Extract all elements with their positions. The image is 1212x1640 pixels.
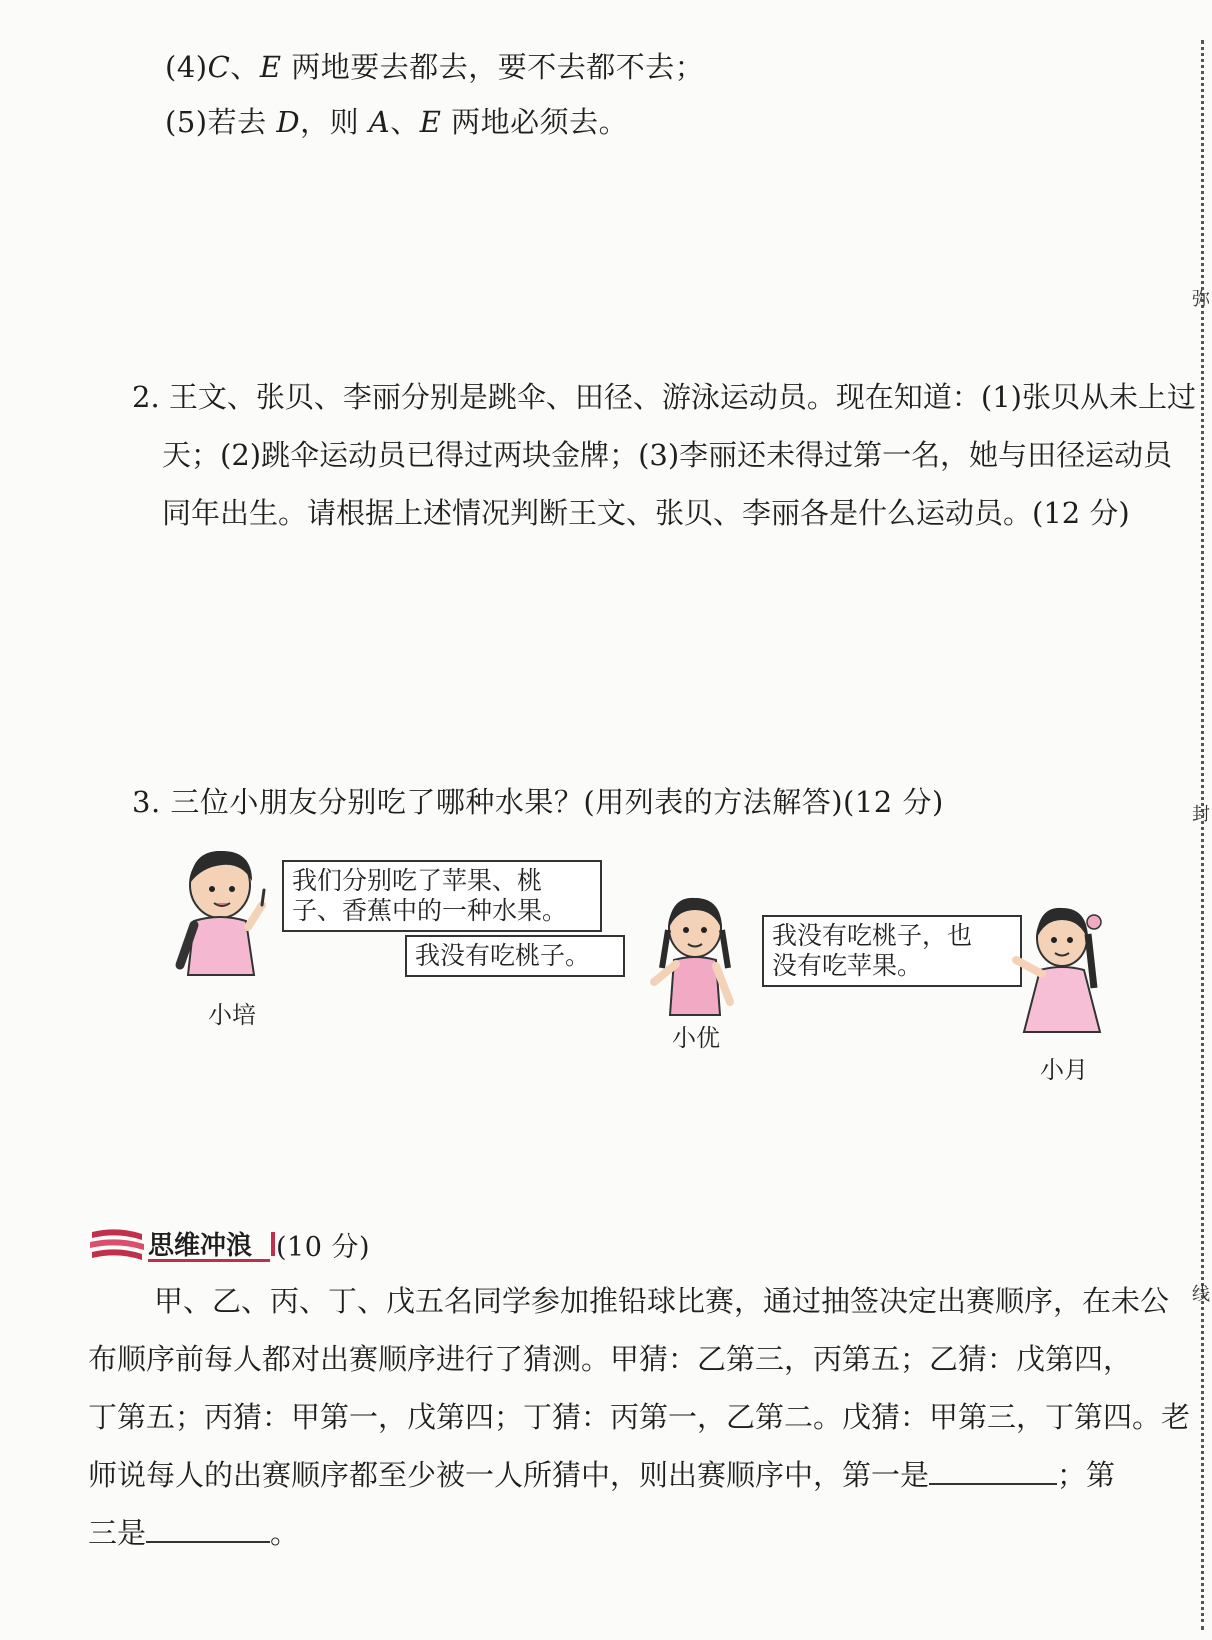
bubble-xiaoyue-line-2: 没有吃苹果。 bbox=[772, 951, 923, 980]
condition-4 bbox=[165, 45, 704, 86]
condition-5-text: 两地必须去。 bbox=[441, 105, 629, 139]
condition-4-prefix: (4) bbox=[165, 50, 208, 84]
margin-char-mi: 弥 bbox=[1192, 289, 1210, 310]
bubble-xiaopei-line-1: 我们分别吃了苹果、桃 bbox=[292, 866, 543, 895]
speech-bubble-xiaoyou: 我没有吃桃子。 bbox=[405, 935, 625, 977]
thinking-line-4-tail: ；第 bbox=[1057, 1458, 1116, 1492]
condition-5-sep: 、 bbox=[390, 105, 420, 139]
thinking-line-2: 布顺序前每人都对出赛顺序进行了猜测。甲猜：乙第三，丙第五；乙猜：戊第四， bbox=[88, 1342, 1133, 1376]
margin-char-feng: 封 bbox=[1192, 804, 1210, 825]
name-xiaoyou: 小优 bbox=[672, 1024, 720, 1052]
books-icon bbox=[88, 1226, 148, 1262]
section-score: (10 分) bbox=[276, 1232, 371, 1263]
condition-5-var-d: D bbox=[276, 105, 301, 139]
speech-bubble-xiaopei bbox=[282, 860, 602, 932]
section-title-divider bbox=[271, 1232, 275, 1256]
condition-5 bbox=[165, 100, 628, 141]
girl-xiaoyue-illustration bbox=[1010, 900, 1120, 1040]
question-2-line-2: 天；(2)跳伞运动员已得过两块金牌；(3)李丽还未得过第一名，她与田径运动员 bbox=[162, 438, 1173, 472]
condition-4-text: 两地要去都去，要不去都不去； bbox=[281, 50, 705, 84]
thinking-line-5-tail: 。 bbox=[270, 1516, 300, 1550]
bubble-xiaopei-line-2: 子、香蕉中的一种水果。 bbox=[292, 896, 568, 925]
answer-blank-first[interactable] bbox=[929, 1461, 1057, 1485]
condition-4-sep: 、 bbox=[230, 50, 260, 84]
question-3-title: 3. 三位小朋友分别吃了哪种水果？(用列表的方法解答)(12 分) bbox=[132, 785, 944, 819]
girl-xiaoyou-illustration bbox=[640, 890, 750, 1020]
section-title-underline bbox=[148, 1259, 270, 1262]
condition-4-var-c: C bbox=[207, 50, 231, 84]
thinking-line-4 bbox=[88, 1446, 1190, 1504]
answer-blank-third[interactable] bbox=[146, 1519, 270, 1543]
thinking-line-3: 丁第五；丙猜：甲第一，戊第四；丁猜：丙第一，乙第二。戊猜：甲第三，丁第四。老 bbox=[88, 1400, 1191, 1434]
question-2-line-1: 2. 王文、张贝、李丽分别是跳伞、田径、游泳运动员。现在知道：(1)张贝从未上过 bbox=[132, 380, 1196, 414]
bubble-xiaoyue-line-1: 我没有吃桃子，也 bbox=[772, 921, 973, 950]
thinking-problem bbox=[88, 1272, 1190, 1562]
margin-char-xian: 线 bbox=[1192, 1284, 1210, 1305]
condition-5-mid: ，则 bbox=[300, 105, 369, 139]
question-2 bbox=[132, 368, 1196, 542]
boy-illustration bbox=[170, 845, 285, 985]
question-2-line-3: 同年出生。请根据上述情况判断王文、张贝、李丽各是什么运动员。(12 分) bbox=[162, 496, 1130, 530]
thinking-line-1: 甲、乙、丙、丁、戊五名同学参加推铅球比赛，通过抽签决定出赛顺序，在未公 bbox=[154, 1284, 1170, 1318]
thinking-line-5-text: 三是 bbox=[88, 1516, 147, 1550]
condition-5-var-e: E bbox=[419, 105, 442, 139]
name-xiaopei: 小培 bbox=[208, 1001, 256, 1029]
condition-4-var-e: E bbox=[259, 50, 282, 84]
name-xiaoyue: 小月 bbox=[1040, 1056, 1088, 1084]
condition-5-prefix: (5)若去 bbox=[165, 105, 277, 139]
binding-margin-dots bbox=[1201, 40, 1204, 1630]
section-title: 思维冲浪 bbox=[148, 1231, 253, 1261]
condition-5-var-a: A bbox=[368, 105, 391, 139]
thinking-line-4-text: 师说每人的出赛顺序都至少被一人所猜中，则出赛顺序中，第一是 bbox=[88, 1458, 930, 1492]
speech-bubble-xiaoyue bbox=[762, 915, 1022, 987]
thinking-line-5 bbox=[88, 1504, 1190, 1562]
